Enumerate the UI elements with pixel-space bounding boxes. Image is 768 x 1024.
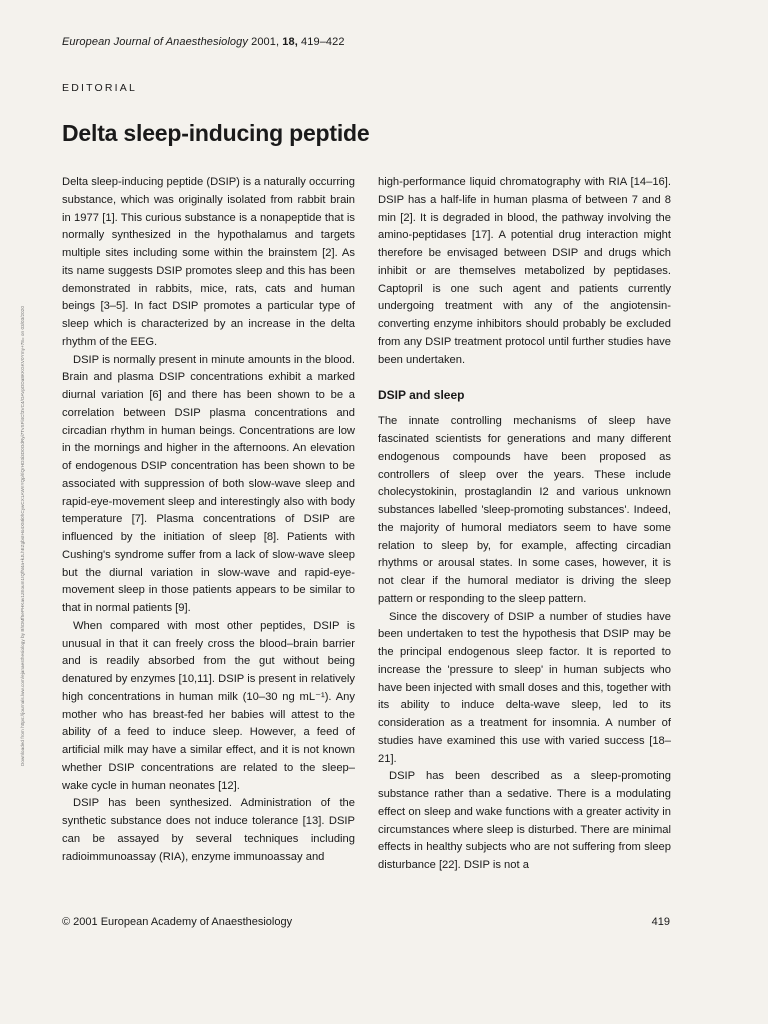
section-label: EDITORIAL (62, 82, 138, 94)
download-watermark: Downloaded from https://journals.lww.com/ejanaesthesiology by BhDMf5ePHKav1zEoum1tQfN4a+kJLhEZgbsIHo4XMi0hCywCX1AWnYQp/IlQrHD3i3D0OdRyi7TvSFl4Cf3VC4/OAVpDDa8KKGKV0Ymy+78= on 03/03/2020 (20, 306, 25, 766)
body-paragraph: Delta sleep-inducing peptide (DSIP) is a naturally occurring substance, which was originally isolated from rabbit brain in 1977 [1]. This curious substance is a nonapeptide that is normally synthesized in the hypothalamus and targets multiple sites including some within the brainstem [2]. As its name suggests DSIP promotes sleep and this has been demonstrated in rabbits, mice, rats, cats and human beings [3–5]. In fact DSIP promotes a particular type of sleep which is characterized by an increase in the delta rhythm of the EEG. (62, 176, 355, 348)
body-paragraph: DSIP has been described as a sleep-promoting substance rather than a sedative. There is a modulating effect on sleep and wake functions with a greater activity in circumstances where sleep is disturbed. There are minimal effects in healthy subjects who are not suffering from sleep disturbance [22]. DSIP is not a (378, 770, 671, 871)
journal-volume: 18, (282, 36, 298, 48)
journal-citation (62, 36, 345, 48)
body-paragraph: DSIP is normally present in minute amounts in the blood. Brain and plasma DSIP concentrations exhibit a marked diurnal variation [6] and there has been shown to be a correlation between DSIP plasma concentrations and circadian rhythm in human beings. Concentrations are low in the mornings and higher in the afternoons. An elevation of endogenous DSIP concentration has been shown to be associated with suppression of both slow-wave sleep and rapid-eye-movement sleep and interestingly also with body temperature [7]. Plasma concentrations of DSIP are influenced by the initiation of sleep [8]. Patients with Cushing's syndrome suffer from a lack of slow-wave sleep but the diurnal variation in slow-wave and rapid-eye-movement sleep in those patients appears to be similar to that in normal patients [9]. (62, 353, 355, 614)
journal-year: 2001, (251, 36, 280, 48)
right-column (378, 174, 671, 875)
body-paragraph: Since the discovery of DSIP a number of studies have been undertaken to test the hypothesis that DSIP may be the principal endogenous sleep factor. It is reported to increase the 'pressure to sleep' in human subjects who have been injected with small doses and this, together with its ability to induce delta-wave sleep, led to its consideration as a treatment for insomnia. A number of studies have examined this use with varied success [18–21]. (378, 610, 671, 765)
body-paragraph: DSIP has been synthesized. Administration of the synthetic substance does not induce tolerance [13]. DSIP can be assayed by several techniques including radioimmunoassay (RIA), enzyme immunoassay and (62, 797, 355, 863)
journal-name: European Journal of Anaesthesiology (62, 36, 248, 48)
left-column (62, 174, 355, 866)
journal-pages: 419–422 (301, 36, 345, 48)
body-paragraph: When compared with most other peptides, DSIP is unusual in that it can freely cross the blood–brain barrier and is readily absorbed from the gut without being denatured by enzymes [10,11]. DSIP is present in relatively high concentrations in human milk (10–30 ng mL⁻¹). Any mother who has breast-fed her babies will attest to the ability of a feed to induce sleep. However, a feed of artificial milk may have a similar effect, and it is not known whether DSIP concentrations are related to the sleep–wake cycle in human neonates [12]. (62, 619, 355, 792)
article-title: Delta sleep-inducing peptide (62, 120, 370, 146)
body-paragraph: high-performance liquid chromatography with RIA [14–16]. DSIP has a half-life in human plasma of between 7 and 8 min [2]. It is degraded in blood, the pathway involving the amino-peptidases [17]. A potential drug interaction might therefore be envisaged between DSIP and drugs which inhibit or are themselves metabolized by peptidases. Captopril is one such agent and patients currently undergoing treatment with any of the angiotensin-converting enzyme inhibitors should probably be excluded from any DSIP treatment protocol until further studies have been undertaken. (378, 176, 671, 366)
section-heading: DSIP and sleep (378, 388, 465, 403)
copyright-notice: © 2001 European Academy of Anaesthesiology (62, 916, 293, 928)
body-paragraph: The innate controlling mechanisms of sleep have fascinated scientists for generations and many different endogenous compounds have been proposed as controllers of sleep over the years. These include cholecystokinin, prostaglandin I2 and various unknown substances labelled 'sleep-promoting substances'. Indeed, the majority of humoral mediators seem to have some relation to sleep by, for example, affecting circadian rhythms or arousal states. In some cases, however, it is not clear if the humoral mediator is driving the sleep pattern or responding to the sleep pattern. (378, 415, 671, 605)
page-number: 419 (651, 916, 670, 928)
